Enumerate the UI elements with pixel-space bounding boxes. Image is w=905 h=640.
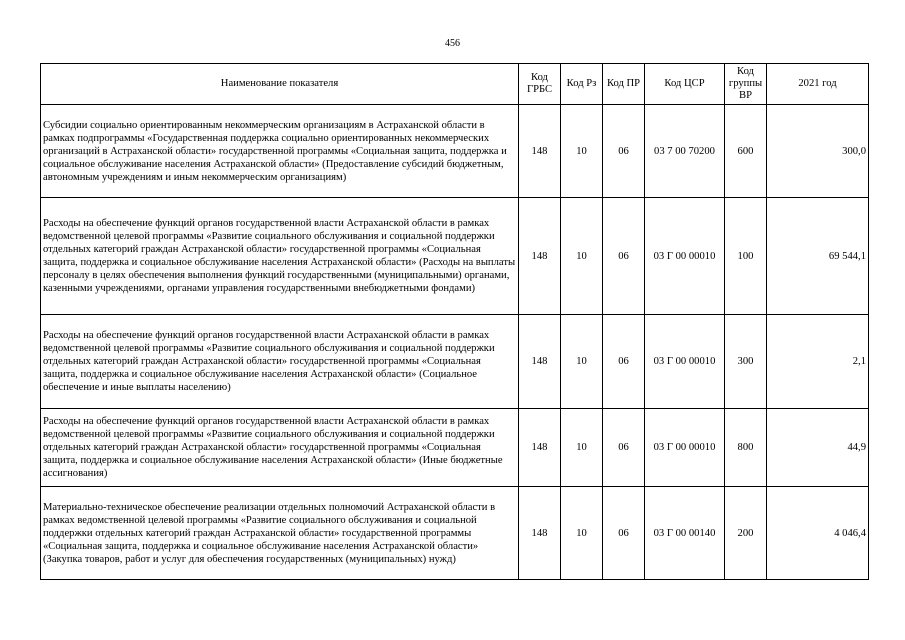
header-csr: Код ЦСР — [645, 64, 725, 105]
cell-name: Субсидии социально ориентированным некоммерческим организациям в Астраханской области в рамках подпрограммы «Государственная поддержка социально ориентированных некоммерческих организаций в Астраханской области» государственной программы «Социальная защита, поддержка и социальное обслуживание населения Астраханской области» (Предоставление субсидий бюджетным, автономным учреждениям и иным некоммерческим организациям) — [41, 105, 519, 198]
cell-rz: 10 — [561, 409, 603, 487]
table-row — [41, 105, 869, 198]
cell-vr: 600 — [725, 105, 767, 198]
cell-csr: 03 Г 00 00010 — [645, 409, 725, 487]
cell-grbs: 148 — [519, 198, 561, 315]
cell-name: Материально-техническое обеспечение реализации отдельных полномочий Астраханской области в рамках ведомственной целевой программы «Развитие социального обслуживания и социальной поддержки отдельных категорий граждан Астраханской области» государственной программы «Социальная защита, поддержка и социальное обслуживание населения Астраханской области» (Закупка товаров, работ и услуг для обеспечения государственных (муниципальных) нужд) — [41, 487, 519, 580]
header-rz: Код Рз — [561, 64, 603, 105]
cell-amount: 4 046,4 — [767, 487, 869, 580]
cell-pr: 06 — [603, 105, 645, 198]
cell-csr: 03 Г 00 00010 — [645, 198, 725, 315]
cell-csr: 03 Г 00 00140 — [645, 487, 725, 580]
header-name: Наименование показателя — [41, 64, 519, 105]
cell-vr: 800 — [725, 409, 767, 487]
cell-grbs: 148 — [519, 409, 561, 487]
cell-rz: 10 — [561, 105, 603, 198]
cell-amount: 44,9 — [767, 409, 869, 487]
cell-csr: 03 Г 00 00010 — [645, 315, 725, 409]
page-number: 456 — [445, 38, 460, 49]
cell-grbs: 148 — [519, 105, 561, 198]
table-row — [41, 487, 869, 580]
cell-name: Расходы на обеспечение функций органов государственной власти Астраханской области в рамках ведомственной целевой программы «Развитие социального обслуживания и социальной поддержки отдельных категорий граждан Астраханской области» государственной программы «Социальная защита, поддержка и социальное обслуживание населения Астраханской области» (Социальное обеспечение и иные выплаты населению) — [41, 315, 519, 409]
cell-pr: 06 — [603, 315, 645, 409]
cell-vr: 300 — [725, 315, 767, 409]
header-year: 2021 год — [767, 64, 869, 105]
cell-rz: 10 — [561, 315, 603, 409]
table-row — [41, 315, 869, 409]
header-vr: Код группы ВР — [725, 64, 767, 105]
cell-pr: 06 — [603, 487, 645, 580]
budget-table — [40, 63, 869, 580]
cell-vr: 200 — [725, 487, 767, 580]
cell-vr: 100 — [725, 198, 767, 315]
header-grbs: Код ГРБС — [519, 64, 561, 105]
header-pr: Код ПР — [603, 64, 645, 105]
table-header-row — [41, 64, 869, 105]
cell-name: Расходы на обеспечение функций органов государственной власти Астраханской области в рамках ведомственной целевой программы «Развитие социального обслуживания и социальной поддержки отдельных категорий граждан Астраханской области» государственной программы «Социальная защита, поддержка и социальное обслуживание населения Астраханской области» (Расходы на выплаты персоналу в целях обеспечения выполнения функций государственными (муниципальными) органами, казенными учреждениями, органами управления государственными внебюджетными фондами) — [41, 198, 519, 315]
cell-pr: 06 — [603, 409, 645, 487]
table-row — [41, 409, 869, 487]
cell-amount: 2,1 — [767, 315, 869, 409]
cell-amount: 300,0 — [767, 105, 869, 198]
cell-grbs: 148 — [519, 487, 561, 580]
cell-rz: 10 — [561, 487, 603, 580]
cell-rz: 10 — [561, 198, 603, 315]
cell-csr: 03 7 00 70200 — [645, 105, 725, 198]
cell-name: Расходы на обеспечение функций органов государственной власти Астраханской области в рамках ведомственной целевой программы «Развитие социального обслуживания и социальной поддержки отдельных категорий граждан Астраханской области» государственной программы «Социальная защита, поддержка и социальное обслуживание населения Астраханской области» (Иные бюджетные ассигнования) — [41, 409, 519, 487]
cell-grbs: 148 — [519, 315, 561, 409]
cell-amount: 69 544,1 — [767, 198, 869, 315]
cell-pr: 06 — [603, 198, 645, 315]
table-row — [41, 198, 869, 315]
